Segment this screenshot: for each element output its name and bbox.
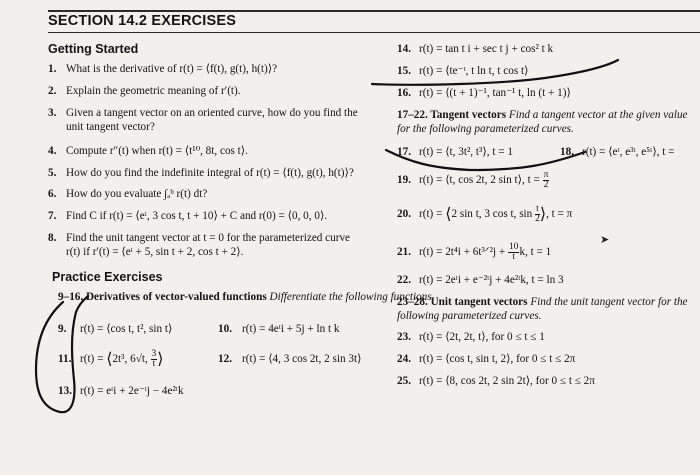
section-title: SECTION 14.2 EXERCISES [48,13,237,29]
exercise-23: 23. r(t) = ⟨2t, 2t, t⟩, for 0 ≤ t ≤ 1 [397,331,545,343]
title-rule [48,32,700,33]
exercise-18: 18. r(t) = ⟨eᵗ, e³ᵗ, e⁵ᵗ⟩, t = [560,146,675,158]
exercise-3: 3. Given a tangent vector on an oriented curve, how do you find the unit tangent vector? [48,107,358,133]
exercise-10: 10. r(t) = 4eᵗi + 5j + ln t k [218,323,340,335]
exercise-25: 25. r(t) = ⟨8, cos 2t, 2 sin 2t⟩, for 0 ≤ t ≤ 2π [397,375,595,387]
fraction: $\frac{3}{t}$ [151,349,157,369]
fraction: $\frac{\pi}{2}$ [543,170,549,190]
getting-started-heading: Getting Started [48,42,139,56]
exercise-14: 14. r(t) = tan t i + sec t j + cos² t k [397,43,554,55]
exercise-13: 13. r(t) = eᵗi + 2e⁻ᵗj − 4e²ᵗk [58,385,184,397]
exercise-7: 7. Find C if r(t) = ⟨eᵗ, 3 cos t, t + 10⟩ + C and r(0) = ⟨0, 0, 0⟩. [48,210,328,222]
fraction: $\frac{10}{t}$ [508,242,519,262]
exercise-1: 1. What is the derivative of r(t) = ⟨f(t), g(t), h(t)⟩? [48,63,278,75]
exercise-19: 19. r(t) = ⟨t, cos 2t, 2 sin t⟩, t = $\frac{\pi}{2}$ [397,170,549,190]
unit-tangent-group-label: 23–28. Unit tangent vectors Find the unit tangent vector for the following parameterized curves. [397,296,688,322]
exercise-12: 12. r(t) = ⟨4, 3 cos 2t, 2 sin 3t⟩ [218,353,362,365]
exercise-21: 21. r(t) = 2t⁴i + 6t³ᐟ²j + $\frac{10}{t}$ k, t = 1 [397,242,552,262]
exercise-22: 22. r(t) = 2eᵗi + e⁻²ᵗj + 4e²ᵗk, t = ln 3 [397,274,564,286]
exercise-6: 6. How do you evaluate ∫ₐᵇ r(t) dt? [48,188,208,200]
exercise-11: 11. r(t) = ⟨2t³, 6√t, $\frac{3}{t}$ ⟩ [58,349,164,369]
practice-exercises-heading: Practice Exercises [52,270,163,284]
exercise-8: 8. Find the unit tangent vector at t = 0 for the parameterized curve r(t) if r′(t) = ⟨eᵗ + 5, sin t + 2, cos t + 2⟩. [48,232,351,258]
mouse-cursor-icon: ➤ [600,234,610,246]
tangent-vectors-group-label: 17–22. Tangent vectors Find a tangent vector at the given value for the following parameterized curves. [397,109,688,135]
exercise-16: 16. r(t) = ⟨(t + 1)⁻¹, tan⁻¹ t, ln (t + 1)⟩ [397,87,571,99]
exercise-20: 20. r(t) = ⟨2 sin t, 3 cos t, sin $\frac{t}{2}$ ⟩, t = π [397,204,573,224]
exercise-2: 2. Explain the geometric meaning of r′(t). [48,85,241,97]
fraction: $\frac{t}{2}$ [535,204,540,224]
exercise-17: 17. r(t) = ⟨t, 3t², t³⟩, t = 1 [397,146,513,158]
exercise-5: 5. How do you find the indefinite integral of r(t) = ⟨f(t), g(t), h(t)⟩? [48,167,354,179]
top-rule [48,10,700,12]
exercise-24: 24. r(t) = ⟨cos t, sin t, 2⟩, for 0 ≤ t ≤ 2π [397,353,576,365]
exercise-4: 4. Compute r″(t) when r(t) = ⟨t¹⁰, 8t, cos t⟩. [48,145,248,157]
exercise-9: 9. r(t) = ⟨cos t, t², sin t⟩ [58,323,173,335]
exercise-15: 15. r(t) = ⟨te⁻ᵗ, t ln t, t cos t⟩ [397,65,529,77]
derivatives-group-label: 9–16. Derivatives of vector-valued functions Differentiate the following functions. [58,291,435,303]
